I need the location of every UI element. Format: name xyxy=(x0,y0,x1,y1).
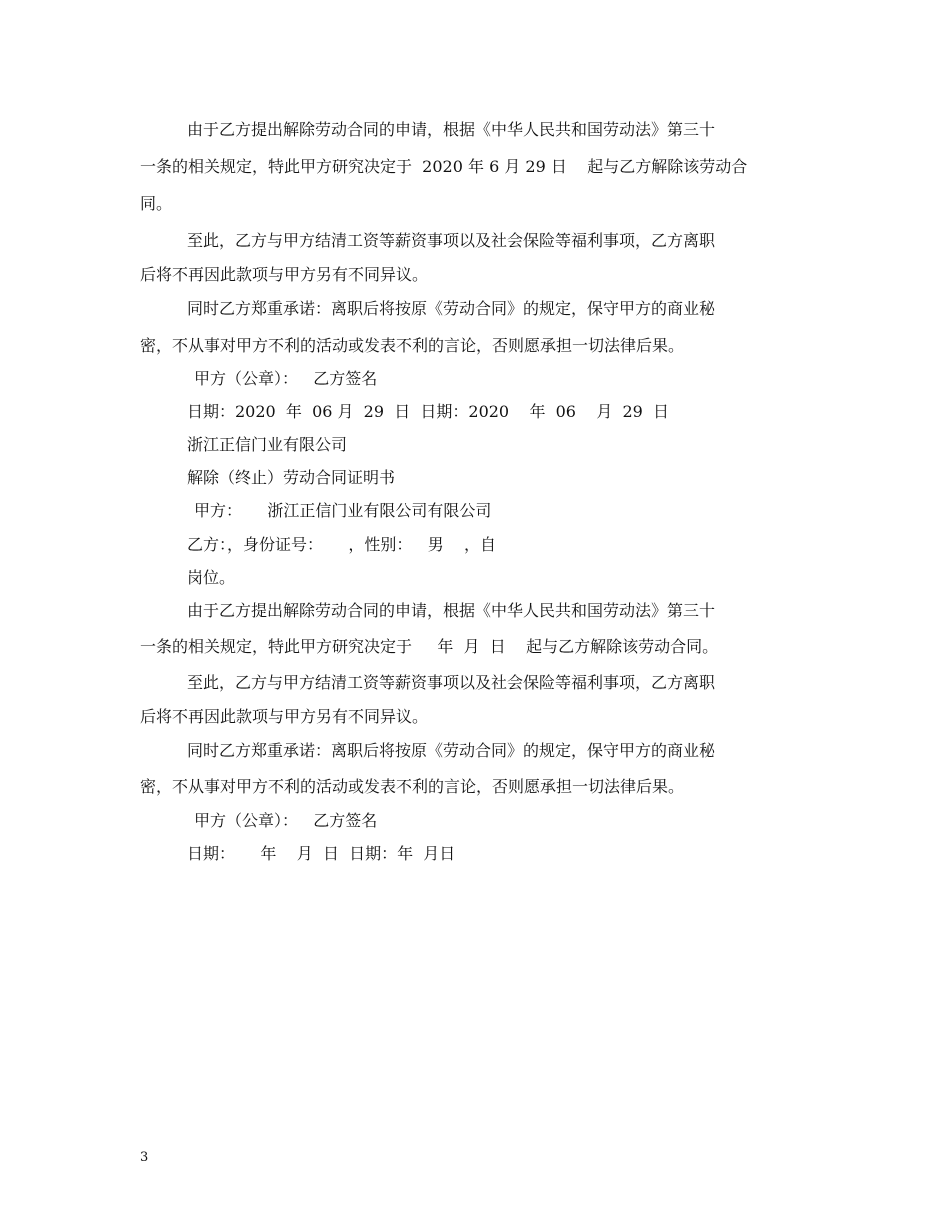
company-name: 浙江正信门业有限公司 xyxy=(187,435,348,454)
paragraph-line: 密，不从事对甲方不利的活动或发表不利的言论，否则愿承担一切法律后果。 xyxy=(140,336,685,355)
section-title: 解除（终止）劳动合同证明书 xyxy=(187,468,396,487)
signature-line: 甲方（公章）： 乙方签名 xyxy=(194,811,378,830)
paragraph-line: 一条的相关规定，特此甲方研究决定于 年 月 日 起与乙方解除该劳动合同。 xyxy=(140,637,719,656)
paragraph-line: 后将不再因此款项与甲方另有不同异议。 xyxy=(140,265,429,284)
position-line: 岗位。 xyxy=(187,568,236,587)
paragraph-line: 至此，乙方与甲方结清工资等薪资事项以及社会保险等福利事项，乙方离职 xyxy=(187,673,716,692)
paragraph-line: 由于乙方提出解除劳动合同的申请，根据《中华人民共和国劳动法》第三十 xyxy=(187,120,716,139)
party-b-line: 乙方：，身份证号： ，性别： 男 ，自 xyxy=(187,535,497,554)
paragraph-line: 由于乙方提出解除劳动合同的申请，根据《中华人民共和国劳动法》第三十 xyxy=(187,601,716,620)
party-a-line: 甲方： 浙江正信门业有限公司有限公司 xyxy=(194,501,492,520)
date-line: 日期：2020 年 06 月 29 日 日期：2020 年 06 月 29 日 xyxy=(187,402,670,421)
paragraph-line: 同时乙方郑重承诺：离职后将按原《劳动合同》的规定，保守甲方的商业秘 xyxy=(187,741,716,760)
date-line: 日期： 年 月 日 日期：年 月日 xyxy=(187,844,456,863)
paragraph-line: 密，不从事对甲方不利的活动或发表不利的言论，否则愿承担一切法律后果。 xyxy=(140,777,685,796)
paragraph-line: 同时乙方郑重承诺：离职后将按原《劳动合同》的规定，保守甲方的商业秘 xyxy=(187,299,716,318)
page-number: 3 xyxy=(140,1150,149,1165)
paragraph-line: 至此，乙方与甲方结清工资等薪资事项以及社会保险等福利事项，乙方离职 xyxy=(187,231,716,250)
paragraph-line: 后将不再因此款项与甲方另有不同异议。 xyxy=(140,707,429,726)
paragraph-line: 同。 xyxy=(140,194,173,213)
paragraph-line: 一条的相关规定，特此甲方研究决定于 2020 年 6 月 29 日 起与乙方解除该劳动合 xyxy=(140,157,748,176)
signature-line: 甲方（公章）： 乙方签名 xyxy=(194,369,378,388)
